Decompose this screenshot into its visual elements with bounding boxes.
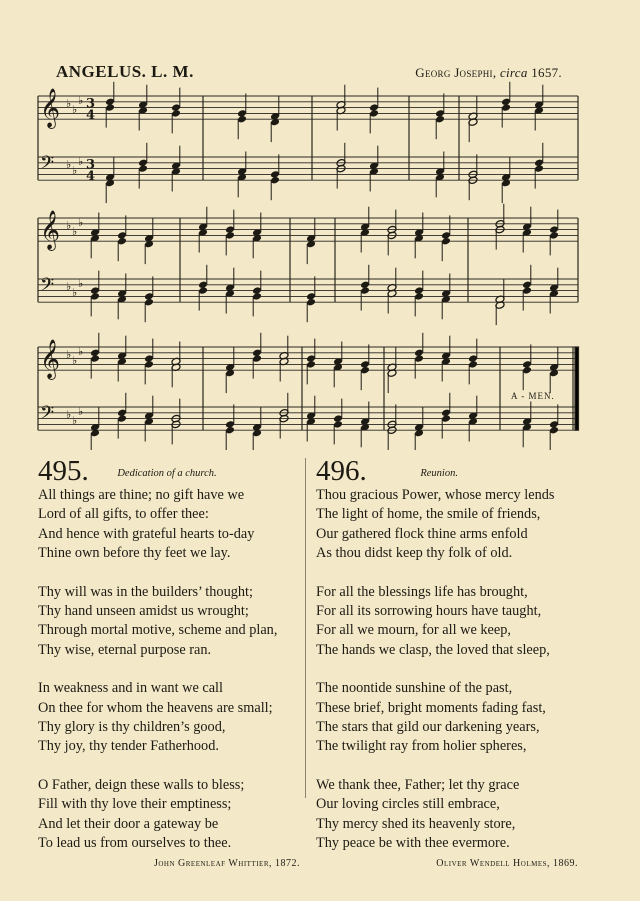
flat-icon: ♭ — [72, 163, 78, 177]
verse-line: Thy glory is thy children’s good, — [38, 719, 226, 736]
verse-line: Our gathered flock thine arms enfold — [316, 525, 528, 542]
composer-circa: circa — [499, 65, 528, 80]
tune-title: ANGELUS. L. M. — [56, 62, 194, 81]
verse-line: The noontide sunshine of the past, — [316, 680, 513, 697]
flat-icon: ♭ — [66, 347, 72, 361]
verse-line: The hands we clasp, the loved that sleep, — [316, 641, 550, 658]
flat-icon: ♭ — [78, 94, 84, 108]
stanza — [316, 486, 578, 564]
verse-line: Thine own before thy feet we lay. — [38, 545, 231, 562]
verse-line: The light of home, the smile of friends, — [316, 506, 541, 523]
flat-icon: ♭ — [66, 96, 72, 110]
time-signature: 4 — [86, 108, 96, 124]
flat-icon: ♭ — [72, 413, 78, 427]
verse-line: In weakness and in want we call — [38, 680, 224, 697]
stanza — [38, 486, 300, 564]
verse-line: Fill with thy love their emptiness; — [38, 796, 232, 813]
composer-name: Georg Josephi, — [415, 65, 500, 80]
hymn-496 — [316, 456, 578, 873]
hymn-number: 495. — [38, 455, 89, 487]
flat-icon: ♭ — [78, 405, 84, 419]
final-bar-line — [575, 347, 579, 430]
flat-icon: ♭ — [66, 218, 72, 232]
flat-icon: ♭ — [66, 279, 72, 293]
verse-line: To lead us from ourselves to thee. — [38, 835, 232, 852]
amen-label: A - MEN. — [511, 391, 555, 401]
verse-line: All things are thine; no gift have we — [38, 487, 245, 503]
verse-line: As thou didst keep thy folk of old. — [316, 545, 513, 562]
flat-icon: ♭ — [72, 102, 78, 116]
treble-clef-icon: 𝄞 — [40, 88, 61, 129]
verse-line: And let their door a gateway be — [38, 815, 219, 832]
verse-line: O Father, deign these walls to bless; — [38, 776, 245, 793]
verse-line: Our loving circles still embrace, — [316, 796, 500, 813]
flat-icon: ♭ — [78, 216, 84, 230]
verse-line: We thank thee, Father; let thy grace — [316, 776, 520, 793]
staff-lines — [38, 96, 578, 430]
verse-line: For all we mourn, for all we keep, — [316, 622, 511, 639]
flat-icon: ♭ — [72, 285, 78, 299]
composer-year: 1657. — [527, 65, 562, 80]
verse-line: Lord of all gifts, to offer thee: — [38, 506, 209, 523]
verse-line: Through mortal motive, scheme and plan, — [38, 622, 278, 639]
treble-clef-icon: 𝄞 — [40, 339, 61, 380]
verse-line: Thy wise, eternal purpose ran. — [38, 641, 212, 658]
stanza — [316, 776, 578, 854]
flat-icon: ♭ — [66, 407, 72, 421]
treble-clef-icon: 𝄞 — [40, 210, 61, 251]
hymn-495 — [38, 456, 300, 873]
hymn-subtitle: Reunion. — [420, 468, 458, 479]
verse-line: And hence with grateful hearts to-day — [38, 525, 255, 542]
time-signature: 3 — [86, 96, 96, 112]
bass-clef-icon: 𝄢 — [40, 275, 55, 301]
bar-lines — [38, 96, 579, 430]
music-score — [0, 0, 640, 450]
hymn-author: Oliver Wendell Holmes, 1869. — [436, 857, 578, 869]
verse-line: For all its sorrowing hours have taught, — [316, 603, 542, 620]
hymn-subtitle: Dedication of a church. — [117, 468, 217, 479]
verse-line: These brief, bright moments fading fast, — [316, 699, 546, 716]
verse-line: On thee for whom the heavens are small; — [38, 699, 273, 716]
flat-icon: ♭ — [78, 345, 84, 359]
bass-clef-icon: 𝄢 — [40, 403, 55, 429]
notes — [90, 82, 559, 450]
verse-line: Thy will was in the builders’ thought; — [38, 583, 253, 600]
flat-icon: ♭ — [66, 157, 72, 171]
verse-line: Thy peace be with thee evermore. — [316, 835, 510, 852]
verse-line: For all the blessings life has brought, — [316, 583, 528, 600]
stanza — [316, 583, 578, 661]
time-signature: 4 — [86, 169, 96, 185]
verse-line: Thy mercy shed its heavenly store, — [316, 815, 516, 832]
verse-line: Thou gracious Power, whose mercy lends — [316, 487, 555, 503]
verse-line: The twilight ray from holier spheres, — [316, 738, 527, 755]
bass-clef-icon: 𝄢 — [40, 153, 55, 179]
stanza — [316, 679, 578, 757]
flat-icon: ♭ — [72, 224, 78, 238]
hymn-author: John Greenleaf Whittier, 1872. — [153, 857, 300, 869]
column-divider — [305, 458, 306, 798]
flat-icon: ♭ — [78, 155, 84, 169]
clefs — [40, 88, 95, 428]
flat-icon: ♭ — [78, 277, 84, 291]
time-signature: 3 — [86, 157, 96, 173]
verse-line: Thy hand unseen amidst us wrought; — [38, 603, 249, 620]
stanza — [38, 583, 300, 661]
verse-line: The stars that gild our darkening years, — [316, 719, 540, 736]
flat-icon: ♭ — [72, 353, 78, 367]
stanza — [38, 679, 300, 757]
hymn-number: 496. — [316, 455, 367, 487]
verse-line: Thy joy, thy tender Fatherhood. — [38, 738, 219, 755]
stanza — [38, 776, 300, 854]
